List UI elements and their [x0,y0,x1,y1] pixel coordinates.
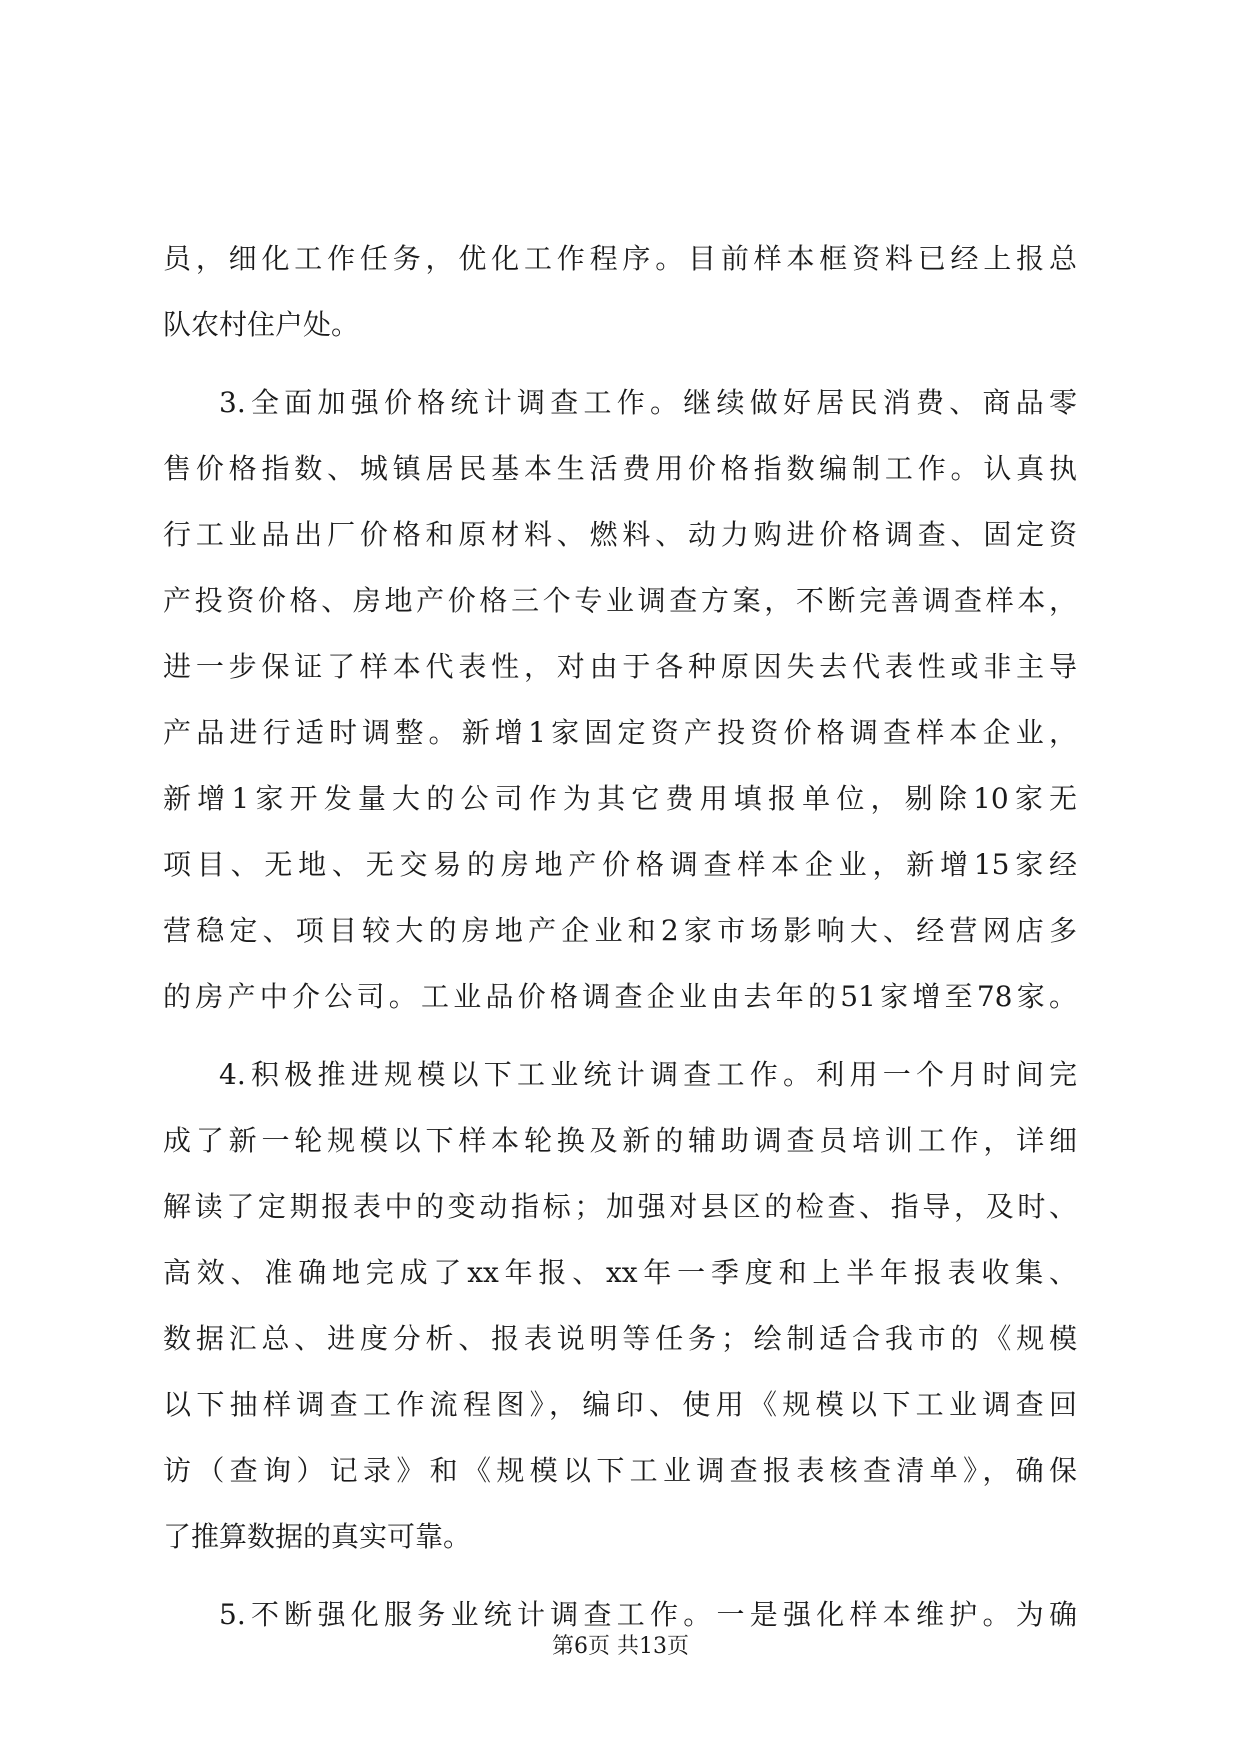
text-line: 4.积极推进规模以下工业统计调查工作。利用一个月时间完 [219,1058,1077,1091]
text-line: 访（查询）记录》和《规模以下工业调查报表核查清单》，确保 [163,1454,1077,1487]
paragraph-3 [163,370,1077,1030]
text-line: 项目、无地、无交易的房地产价格调查样本企业，新增15家经 [163,848,1077,881]
text-line: 售价格指数、城镇居民基本生活费用价格指数编制工作。认真执 [163,452,1077,485]
text-line: 员，细化工作任务，优化工作程序。目前样本框资料已经上报总 [163,242,1077,275]
text-line: 了推算数据的真实可靠。 [163,1520,472,1553]
paragraph-4 [163,1042,1077,1570]
text-line: 产投资价格、房地产价格三个专业调查方案，不断完善调查样本， [163,584,1077,617]
text-line: 营稳定、项目较大的房地产企业和2家市场影响大、经营网店多 [163,914,1077,947]
text-line: 解读了定期报表中的变动指标；加强对县区的检查、指导，及时、 [163,1190,1077,1223]
text-line: 数据汇总、进度分析、报表说明等任务；绘制适合我市的《规模 [163,1322,1077,1355]
text-line: 高效、准确地完成了xx年报、xx年一季度和上半年报表收集、 [163,1256,1077,1289]
paragraph-continued [163,226,1077,358]
text-line: 队农村住户处。 [163,308,360,341]
text-line: 5.不断强化服务业统计调查工作。一是强化样本维护。为确 [219,1598,1077,1631]
text-line: 3.全面加强价格统计调查工作。继续做好居民消费、商品零 [219,386,1077,419]
text-line: 成了新一轮规模以下样本轮换及新的辅助调查员培训工作，详细 [163,1124,1077,1157]
text-line: 新增1家开发量大的公司作为其它费用填报单位，剔除10家无 [163,782,1077,815]
text-line: 的房产中介公司。工业品价格调查企业由去年的51家增至78家。 [163,980,1077,1013]
text-line: 以下抽样调查工作流程图》，编印、使用《规模以下工业调查回 [163,1388,1077,1421]
page-number-footer: 第6页 共13页 [552,1634,689,1659]
text-line: 产品进行适时调整。新增1家固定资产投资价格调查样本企业， [163,716,1077,749]
text-line: 进一步保证了样本代表性，对由于各种原因失去代表性或非主导 [163,650,1077,683]
text-line: 行工业品出厂价格和原材料、燃料、动力购进价格调查、固定资 [163,518,1077,551]
document-body [163,226,1077,1648]
